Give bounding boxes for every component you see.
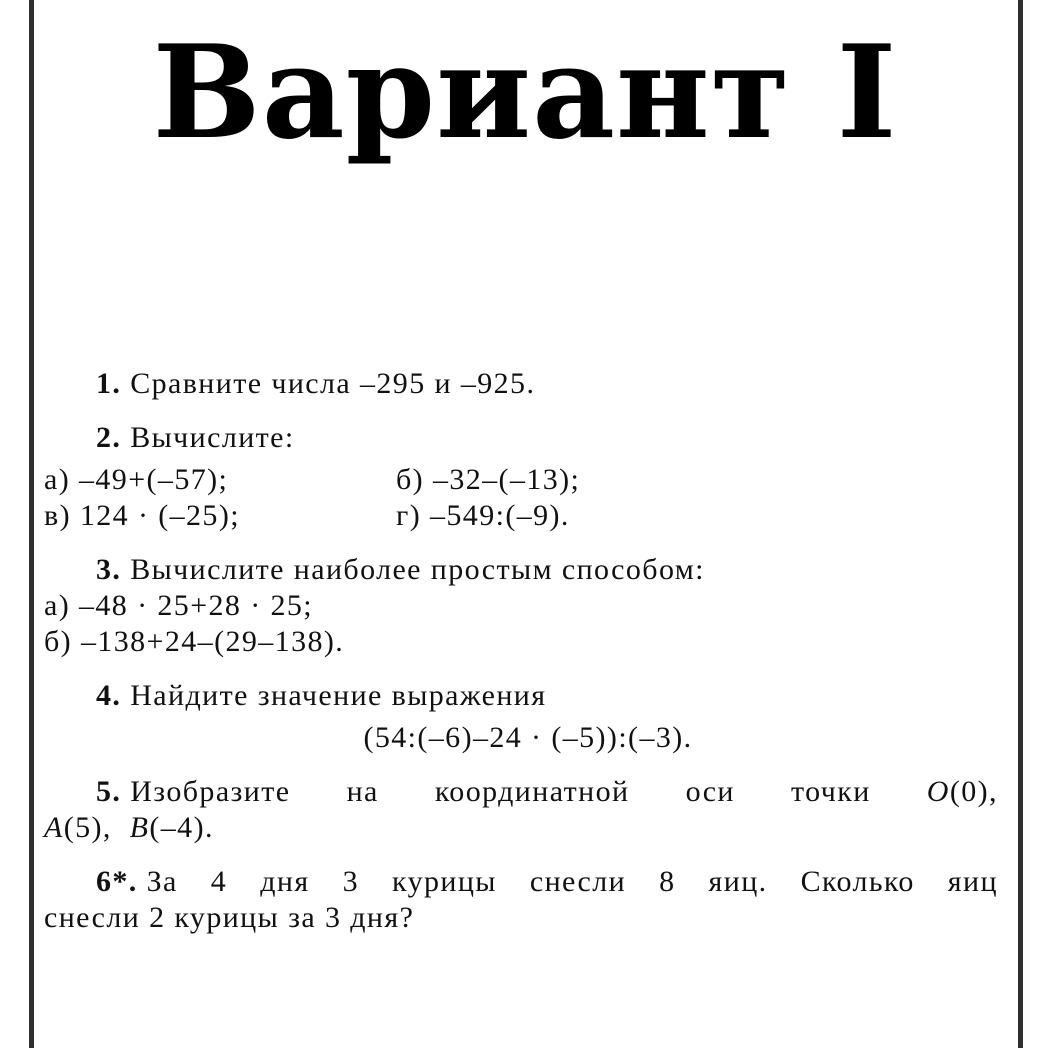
- task-4-text: Найдите значение выражения: [130, 679, 547, 712]
- task-3-item-b: б) –138+24–(29–138).: [44, 625, 345, 658]
- task-5-line-2: [44, 810, 998, 846]
- task-2-number: 2.: [96, 421, 122, 454]
- tasks: [44, 366, 998, 936]
- point-o-value: (0),: [949, 775, 998, 808]
- task-5-line-1: [44, 774, 998, 810]
- task-5-word: оси: [685, 775, 735, 808]
- task-2-item-g: г) –549:(–9).: [396, 499, 570, 532]
- task-1-text: Сравните числа –295 и –925.: [130, 367, 536, 400]
- task-5-word: Изобразите: [130, 775, 291, 808]
- task-2-item-b: б) –32–(–13);: [396, 463, 581, 496]
- point-b-letter: B: [129, 811, 150, 844]
- task-5-word: координатной: [434, 775, 630, 808]
- task-2: [44, 420, 998, 456]
- task-6-word: курицы: [392, 865, 497, 898]
- task-2-item-a: а) –49+(–57);: [44, 463, 229, 496]
- task-6-word: Сколько: [800, 865, 915, 898]
- page-title: Вариант I: [152, 18, 898, 168]
- task-5-word: на: [346, 775, 379, 808]
- task-6-number: 6*.: [96, 865, 138, 898]
- task-3: [44, 552, 998, 588]
- task-6-word: 4: [210, 865, 228, 898]
- task-6-word: дня: [260, 865, 310, 898]
- task-5-word: точки: [791, 775, 871, 808]
- task-2-item-v: в) 124 · (–25);: [44, 499, 240, 532]
- task-2-row-1: [44, 462, 998, 498]
- task-6-line-1: [44, 864, 998, 900]
- point-o: [927, 774, 998, 810]
- task-6-word: За: [146, 865, 178, 898]
- point-b-value: (–4).: [149, 811, 214, 844]
- task-2-row-2: [44, 498, 998, 534]
- task-3-number: 3.: [96, 553, 122, 586]
- task-6-word: яиц.: [708, 865, 768, 898]
- task-5-number: 5.: [96, 775, 122, 808]
- task-6-line-2: снесли 2 курицы за 3 дня?: [44, 901, 415, 934]
- task-6-word: яиц: [947, 865, 998, 898]
- task-6-word: 3: [342, 865, 359, 898]
- task-1-number: 1.: [96, 367, 122, 400]
- task-4-number: 4.: [96, 679, 122, 712]
- task-2-text: Вычислите:: [130, 421, 295, 454]
- task-3-text: Вычислите наиболее простым способом:: [130, 553, 705, 586]
- point-a-value: (5),: [63, 811, 112, 844]
- task-6-word: снесли: [529, 865, 627, 898]
- task-1: [44, 366, 998, 402]
- task-3-item-a: а) –48 · 25+28 · 25;: [44, 589, 314, 622]
- task-6-word: 8: [659, 865, 676, 898]
- point-a-letter: A: [44, 811, 64, 844]
- task-4-expression: (54:(–6)–24 · (–5)):(–3).: [363, 721, 693, 754]
- task-4: [44, 678, 998, 714]
- point-o-letter: O: [926, 775, 950, 808]
